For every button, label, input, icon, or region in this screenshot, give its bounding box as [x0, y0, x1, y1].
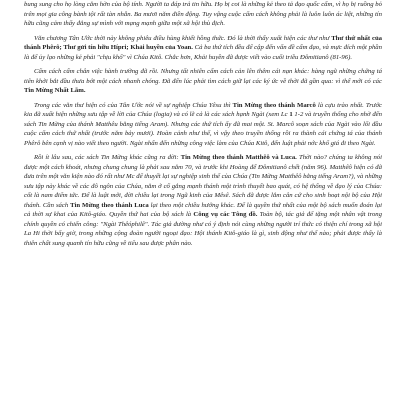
paragraph-1: [24, 0, 382, 29]
p2-seg-0: Văn chương Tân Ước thời này không phiêu điều hùng khiết hồng thức. Đó là thời thấy xuất hiện các thư như: [34, 34, 332, 42]
paragraph-3: [24, 67, 382, 96]
p2-seg-1: Thư thứ nhất của thánh Phêrô; Thư gửi tín hữu Hípri; Khải huyền của Yoan.: [24, 34, 383, 51]
paragraph-2: [24, 34, 382, 63]
p1-line-1: bung sung cho họ lòng căm hờn của bộ tính. Người ta đáp trả tin hữu. Họ bị coi là những kẻ theo tả đạo quốc cấm, vì họ bị ruồng bỏ trên mọi gia công bành tội rất tàn nhẫn. Ba mươi năm điền động.: [24, 1, 382, 18]
p5-seg-4: lại theo một chiều hướng khác. Để là quyền thứ nhất của một bộ sách muốn đoán lại cả thời sự khai của Kitô-giáo. Quyền thứ hai của bộ sách là: [24, 201, 383, 218]
p4-seg-4: 1-2 và truyền thống cho nhờ đến sách Tin Mừng của thánh Matthêu bằng tiếng Aram). Nhưng các thứ tích ấy đã mai một. St. Marcô soạn sách của Ngài vào lối đầu cuộc cấm cách thứ nhất (trước năm bảy mươi). Hoàn cảnh như thế, vì vậy theo truyền thống rồi ra thành cái chứng tá của thánh Phêrô bên cạnh vị nào viết theo người. Ngài nhấn đến những công việc làm của Chúa Kitô, đến luật phải nớc khổ giá đi theo Ngài.: [24, 111, 382, 147]
p5-seg-1: Tin Mừng theo thánh Matthêô và Luca.: [180, 154, 297, 161]
p4-seg-3: 1: [289, 111, 293, 118]
p4-seg-0: Trong các văn thư hiện có của Tân Ước nói về sự nghiệp Chúa Yêsu thì: [34, 101, 233, 109]
p5-seg-6: Toàn bộ, tác giả để tặng một nhân vật trong chính quyền có chiến công: "Ngài Thêóphilê". Tác giả đường như có ý định nói cùng những người trí thức có thiện chí trong xã hội La Hi thời bấy giờ, trong những cộng đoàn người ngoại đạo: Hội thánh Kitô-giáo là gì, sinh động như thế nào; phải được thấy là thiên chất sung quanh tín hữu cũng về tiểu sau được phân nào.: [24, 211, 382, 247]
p1-line-2: Tuy vậng cuộc cấm cách không phải là luôn luôn ác liệt, những tín hữu cũng cảm thấy đẳng sự mình với mạng mạnh giữa một xã hội thù địch.: [24, 10, 383, 27]
p2-seg-2: Cả ba thứ tích đều để cập đến vấn đề cấm đạo, và mực đích một phần là để ủy lạo những kẻ phải "chịu khổ" vì Chúa Kitô. Chắc hơn, Khải huyền đã được viết vào cuối triều Đômitianô (81-96).: [24, 44, 382, 61]
p5-seg-5: Công vụ các Tông đồ.: [193, 211, 258, 218]
p5-seg-0: Rồi ít lâu sau, các sách Tin Mừng khác cũng ra đời:: [34, 154, 181, 161]
paragraph-5: [24, 153, 382, 248]
p4-seg-2: là cựu trào nhất. Trước kia đã xuất hiện những sưu tập về lời của Chúa (logia) và có lẽ cả là các sách hạnh Ngài (xem Lc: [24, 101, 383, 118]
p3-seg-0: Cấm cách cấm chân việc hành trường đã rồi. Nhưng tất nhiên cấm cách cản lên thêm cái nạn khác: hàng ngũ những chứng tá tiên khởi bắt đầu thưa bớt một cách nhanh chóng. Đã đến lúc phải tìm cách giữ lại các ký ức về thời đã gần qua: vì thế mới có các: [24, 68, 382, 85]
p4-seg-1: Tin Mừng theo thánh Marcô: [232, 101, 316, 109]
p5-seg-2: Thời nào? chúng ta không nói được một cách khoát, nhưng chung chung là phải sau năm 70, và trước khi Hoàng đế Đômitianô chết (năm 96). Matthêô hiện có đã đưa trên một văn kiện nào đó rất như Mc để thuyết lại sự nghiệp sinh thể của Chúa (Tin Mừng Matthêô bằng tiếng Aram?), và những sưu tập này khác về các đô ngôn của Chúa, nằm ở cố gắng mạnh thánh một trình thuyết bao quát, có hệ thống về đạo lý của Chúa: cốt là nam điểm tức. Để là luật mới, đời chiều lại trong Ngũ kinh của Mêsê. Sách đã được lắm cân cứ cho sinh hoạt nội bộ của Hội thánh. Cần sách: [24, 154, 382, 209]
paragraph-4: [24, 101, 382, 149]
p3-seg-1: Tin Mừng Nhất Lãm.: [24, 87, 86, 94]
p5-seg-3: Tin Mừng theo thánh Luca: [70, 201, 149, 209]
